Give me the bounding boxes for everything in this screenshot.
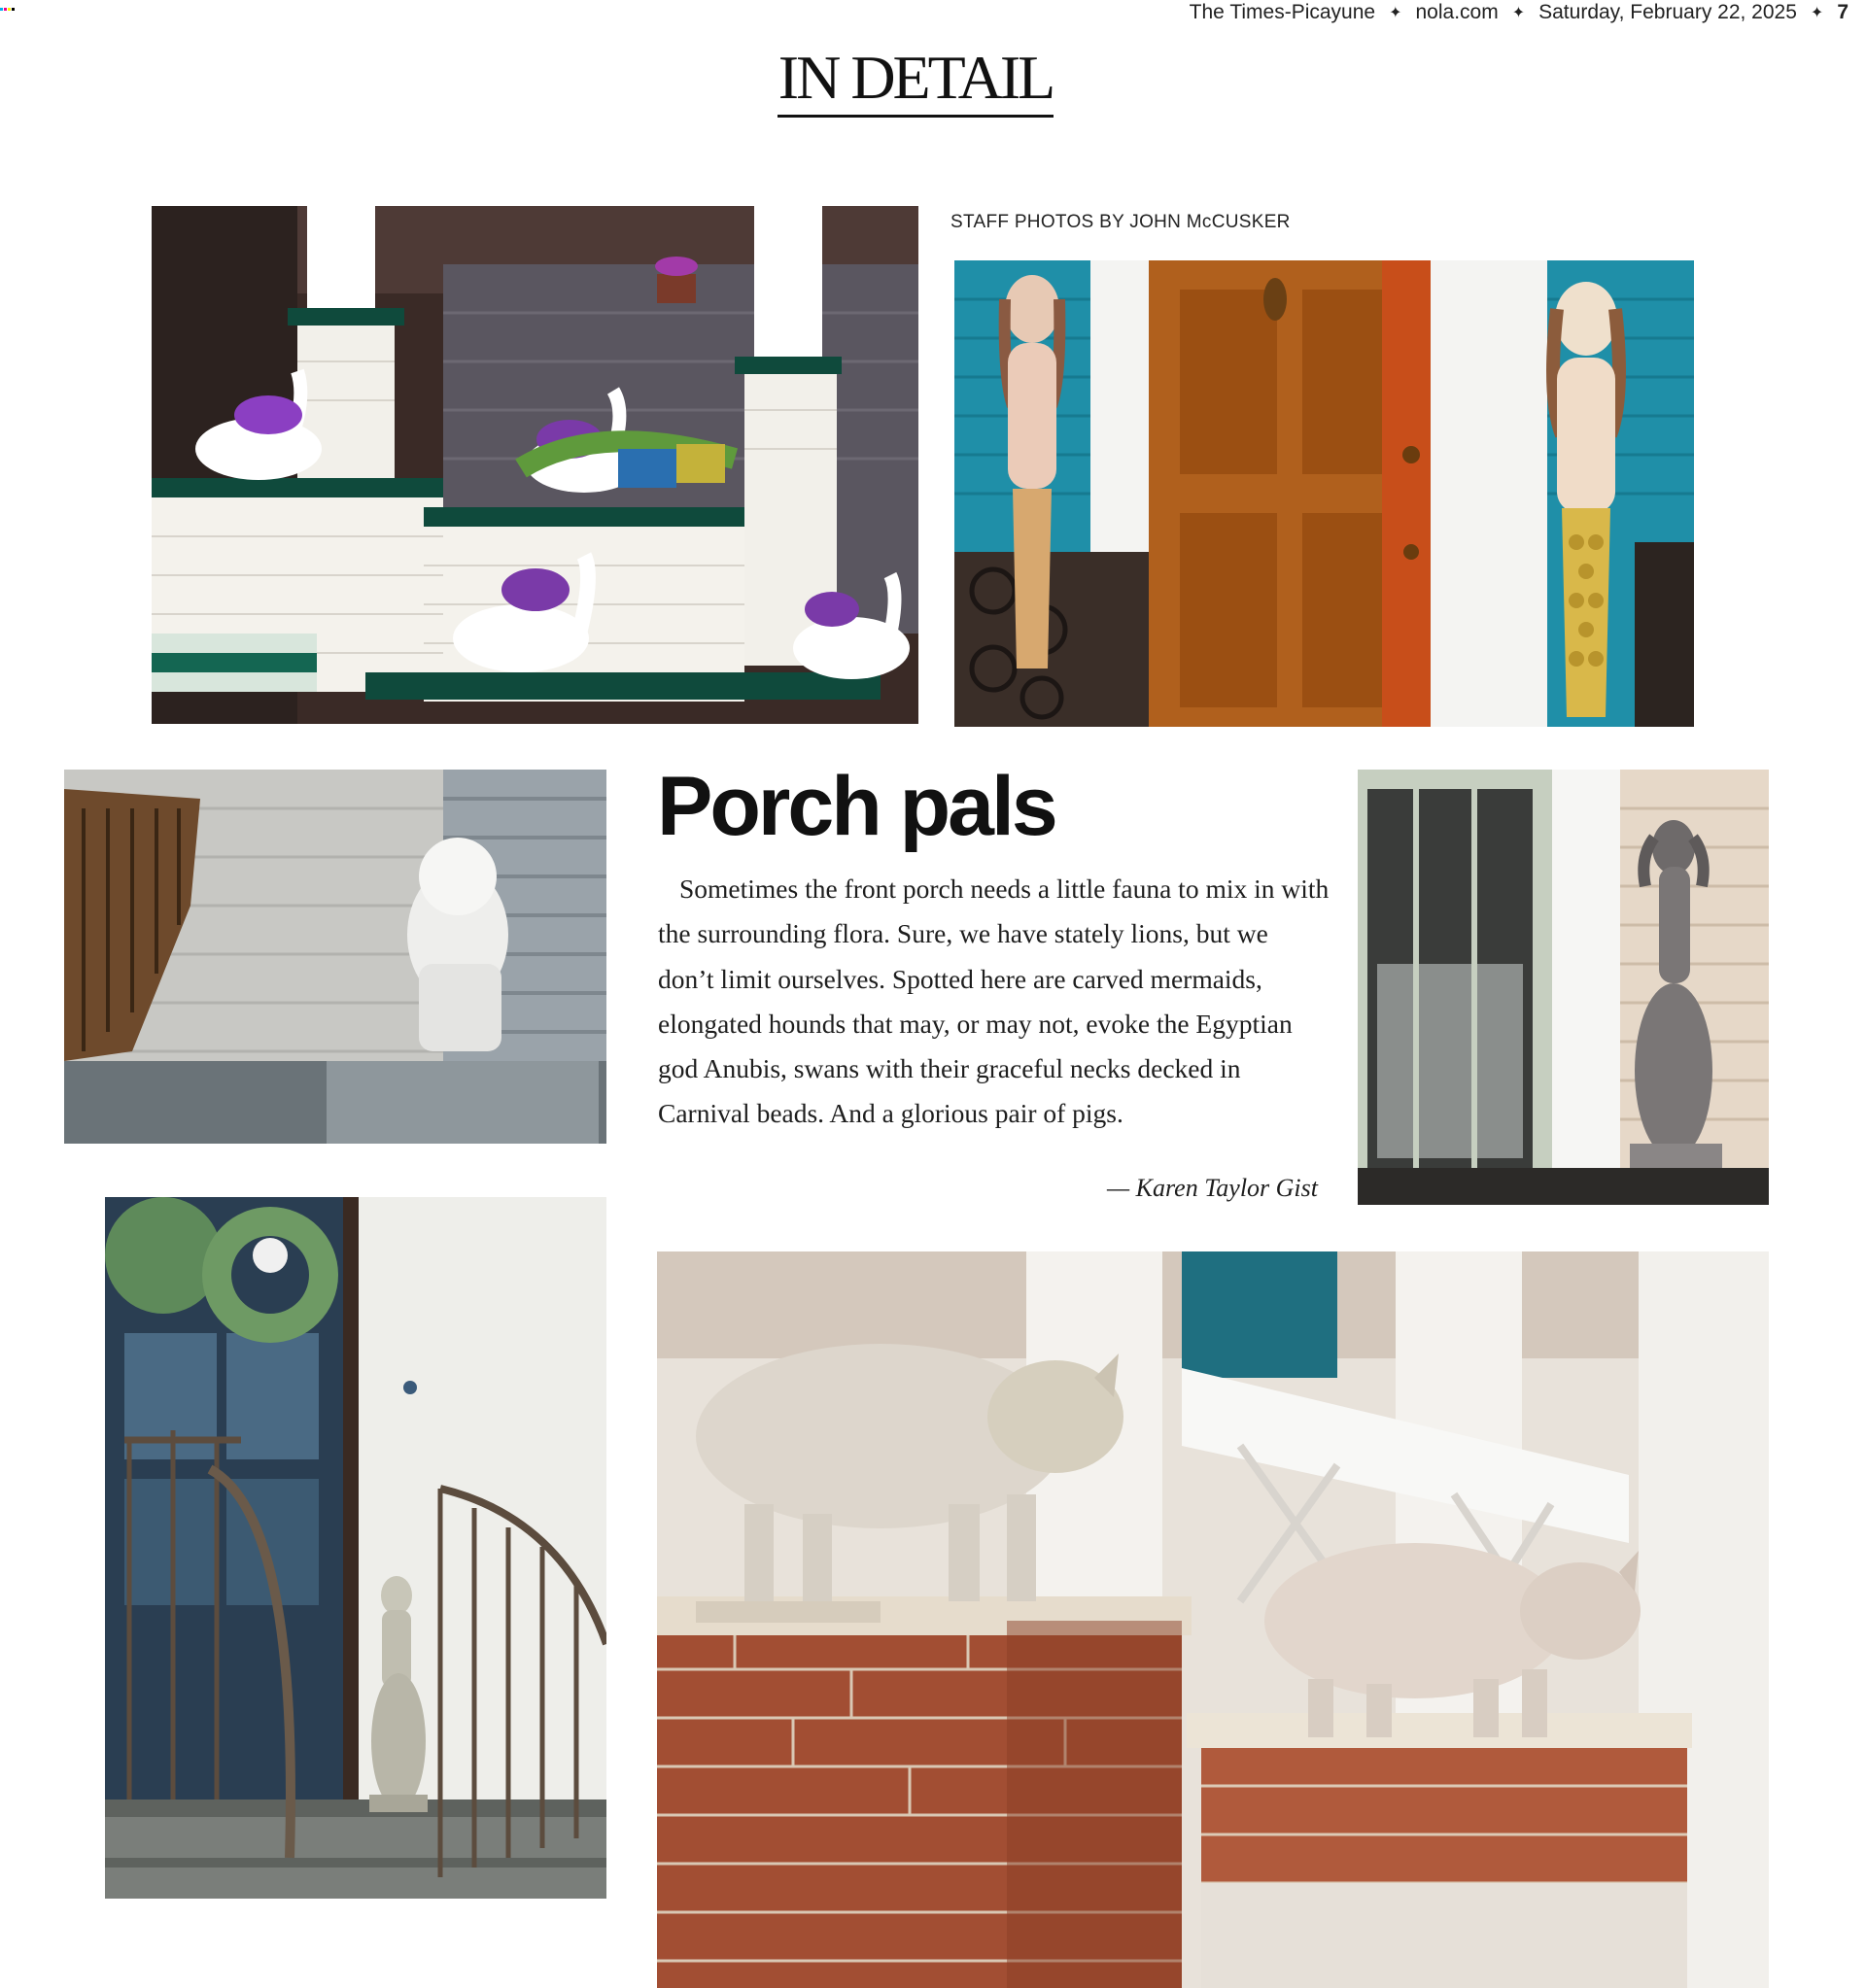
registration-marks (0, 8, 15, 11)
article-headline: Porch pals (657, 760, 1055, 853)
star-separator-icon: ✦ (1810, 5, 1824, 21)
star-separator-icon: ✦ (1389, 5, 1402, 21)
star-separator-icon: ✦ (1511, 5, 1526, 21)
photo-credit: STAFF PHOTOS BY JOHN McCUSKER (950, 212, 1291, 232)
photo-hound-door (1358, 770, 1769, 1205)
photo-greyhound-stairs (105, 1197, 606, 1899)
section-head: IN DETAIL (778, 43, 1054, 118)
article-body: Sometimes the front porch needs a little fauna to mix in with the surrounding flora. Sure, we have stately lions, but we don’t limit ourselves. Spotted here are carved mermaids, elongated hounds that may, or may not, evoke the Egyptian god Anubis, swans with their graceful necks decked in Carnival beads. And a glorious pair of pigs. (658, 874, 1330, 1129)
photo-pigs-pillars (657, 1251, 1769, 1988)
issue-date: Saturday, February 22, 2025 (1538, 1, 1797, 23)
photo-mermaids-door (954, 260, 1694, 727)
publication-name: The Times-Picayune (1189, 1, 1376, 23)
photo-lion-statue (64, 770, 606, 1144)
article-byline: — Karen Taylor Gist (1107, 1174, 1318, 1202)
page-number: 7 (1837, 1, 1849, 23)
page-folio (1190, 0, 1849, 25)
photo-swans-porch (152, 206, 918, 724)
website-name: nola.com (1415, 1, 1499, 23)
